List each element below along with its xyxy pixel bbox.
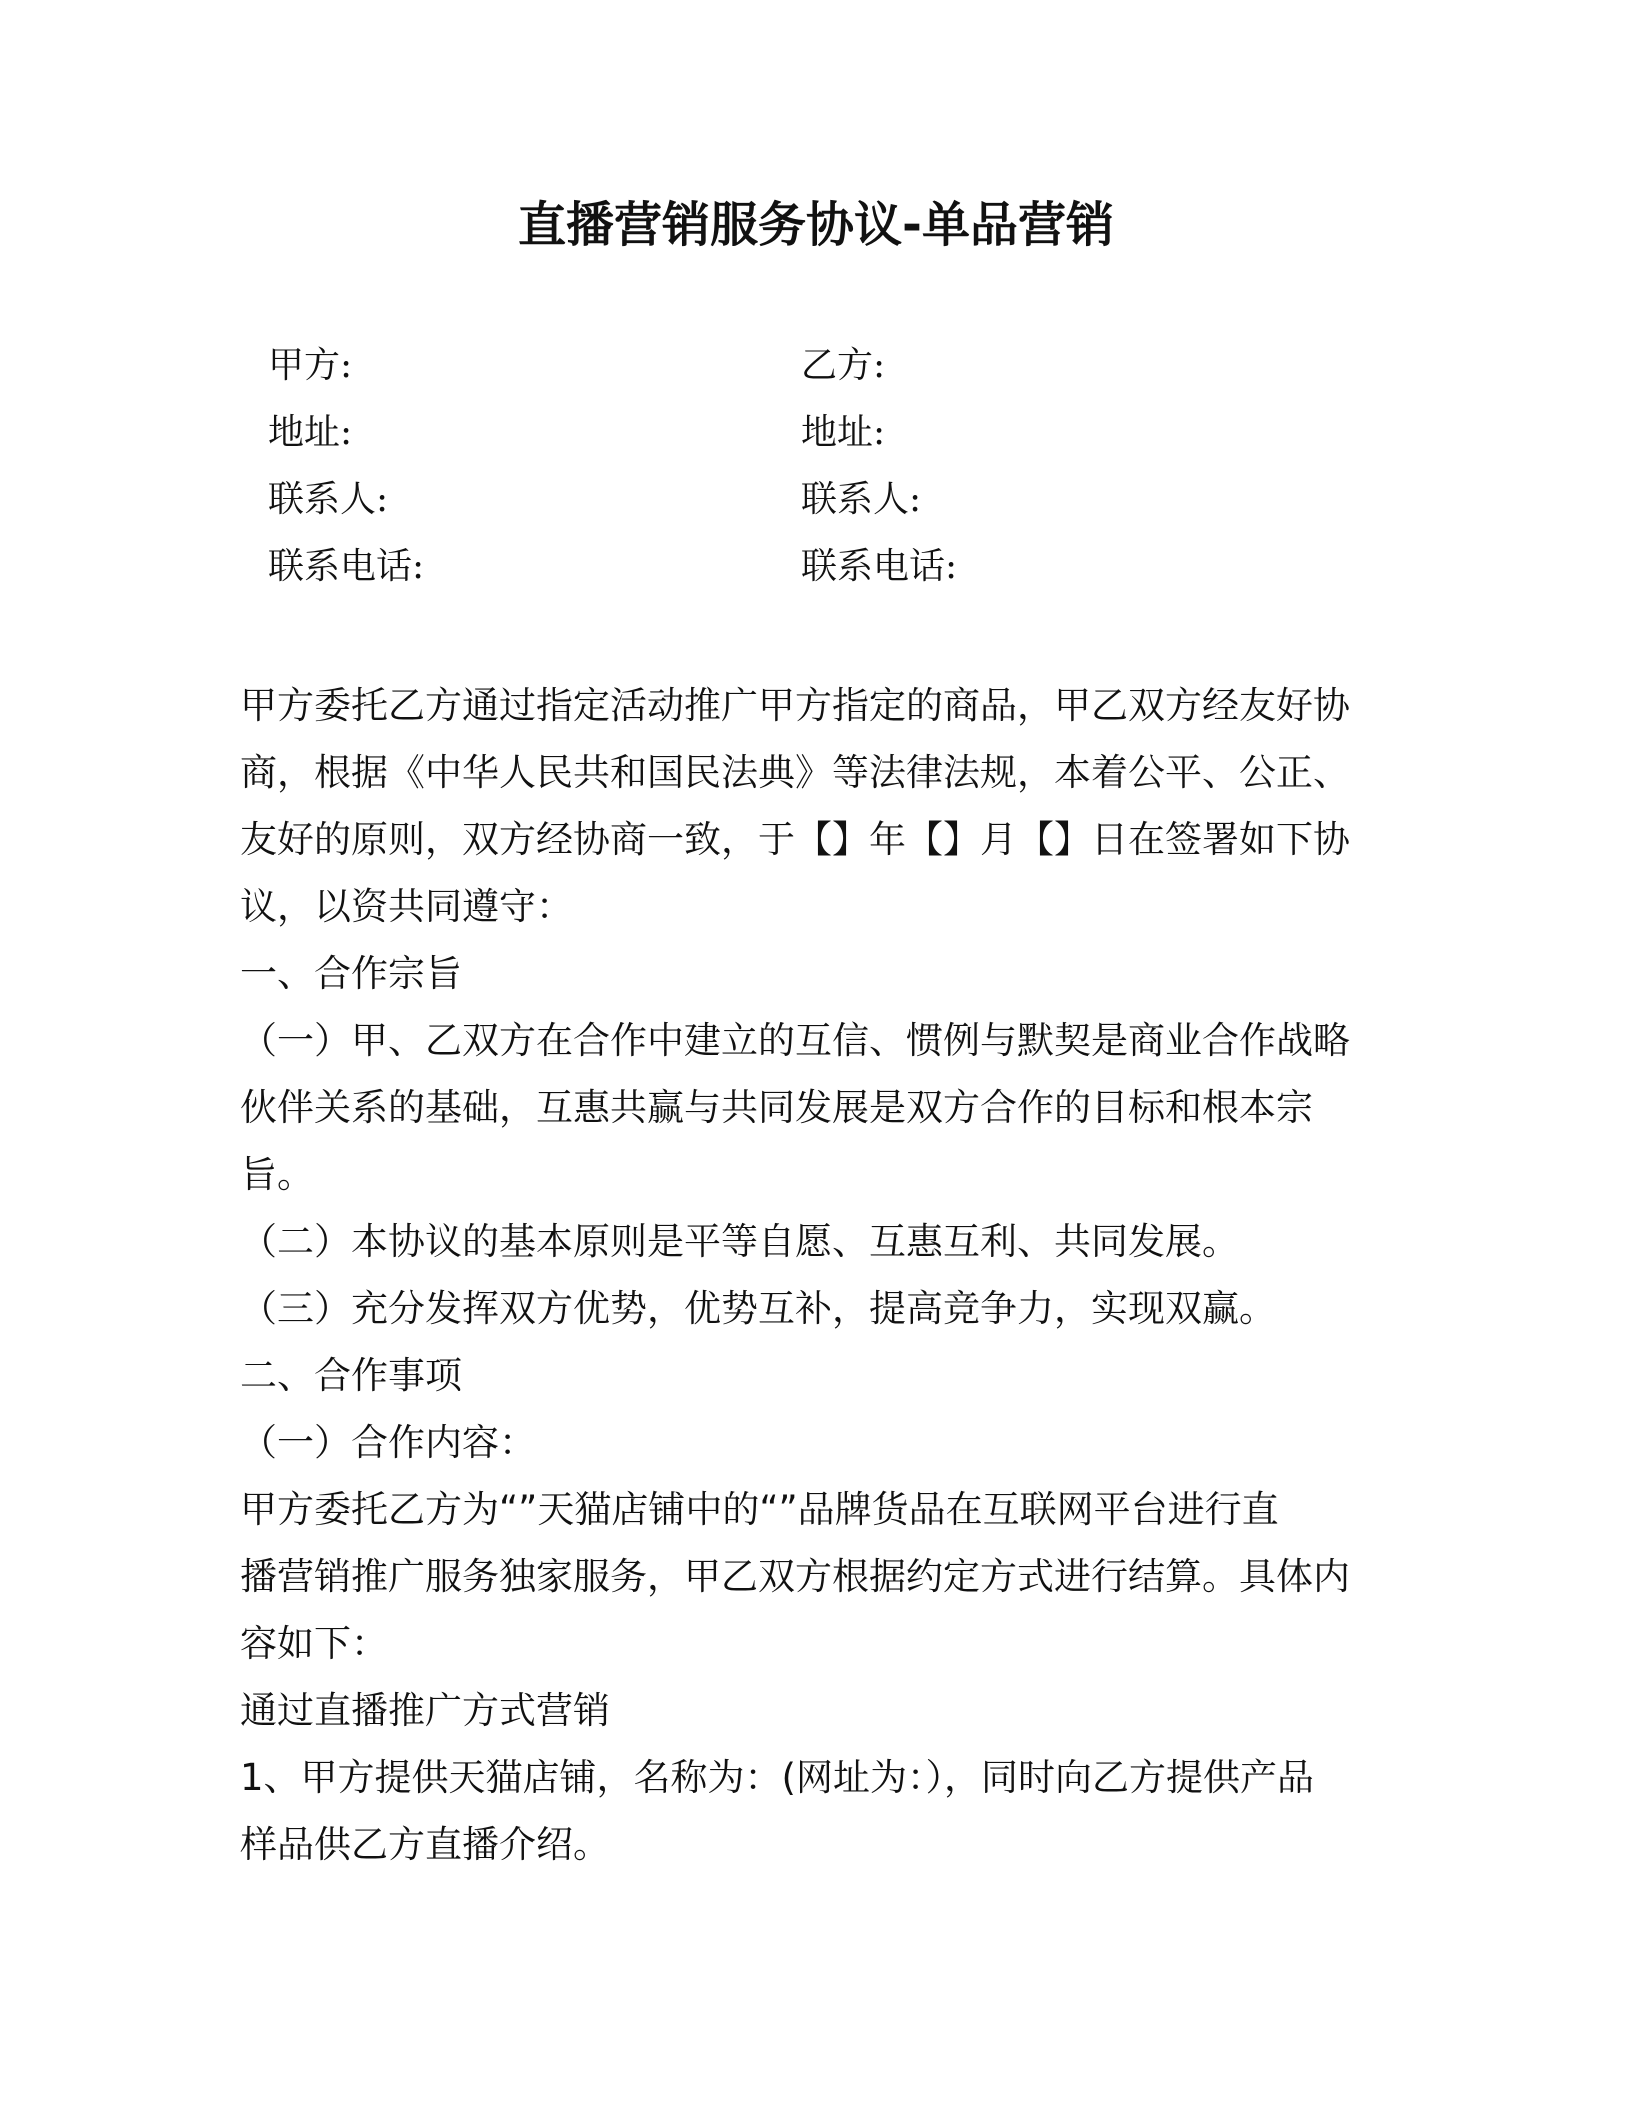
party-b-name-label: 乙方: [801,345,886,386]
content-line-2: 播营销推广服务独家服务，甲乙双方根据约定方式进行结算。具体内 [240,1555,1350,1598]
intro-line-2: 商，根据《中华人民共和国民法典》等法律法规，本着公平、公正、 [240,751,1350,794]
content-line-4: 通过直播推广方式营销 [240,1689,610,1732]
purpose-clause-1-line-2: 伙伴关系的基础，互惠共赢与共同发展是双方合作的目标和根本宗 [240,1086,1313,1129]
content-line-1: 甲方委托乙方为“”天猫店铺中的“”品牌货品在互联网平台进行直 [240,1488,1279,1531]
section-heading-matters: 二、合作事项 [240,1354,462,1397]
content-line-3: 容如下： [240,1622,388,1665]
party-address-row [268,403,1368,470]
purpose-clause-3: （三）充分发挥双方优势，优势互补，提高竞争力，实现双赢。 [240,1287,1276,1330]
purpose-clause-2: （二）本协议的基本原则是平等自愿、互惠互利、共同发展。 [240,1220,1239,1263]
party-a-address-label: 地址: [268,412,353,453]
document-title: 直播营销服务协议-单品营销 [518,197,1114,253]
matters-subheading-content: （一）合作内容： [240,1421,536,1464]
party-b-contact-label: 联系人: [801,479,922,520]
party-phone-row [268,537,1368,604]
party-contact-row [268,470,1368,537]
agreement-body [240,672,1400,1878]
purpose-clause-1-line-3: 旨。 [240,1153,314,1196]
purpose-clause-1-line-1: （一）甲、乙双方在合作中建立的互信、惯例与默契是商业合作战略 [240,1019,1350,1062]
party-name-row [268,336,1368,403]
party-a-contact-label: 联系人: [268,479,389,520]
party-a-phone-label: 联系电话: [268,546,425,587]
party-b-phone-label: 联系电话: [801,546,958,587]
parties-block [268,336,1368,604]
party-a-name-label: 甲方: [268,345,353,386]
intro-line-4: 议，以资共同遵守： [240,885,573,928]
party-b-address-label: 地址: [801,412,886,453]
intro-line-3: 友好的原则，双方经协商一致，于【】年【】月【】日在签署如下协 [240,818,1350,861]
item-1-line-1: 1、甲方提供天猫店铺，名称为：(网址为：），同时向乙方提供产品 [240,1756,1314,1799]
section-heading-purpose: 一、合作宗旨 [240,952,462,995]
item-1-line-2: 样品供乙方直播介绍。 [240,1823,610,1866]
intro-line-1: 甲方委托乙方通过指定活动推广甲方指定的商品，甲乙双方经友好协 [240,684,1350,727]
